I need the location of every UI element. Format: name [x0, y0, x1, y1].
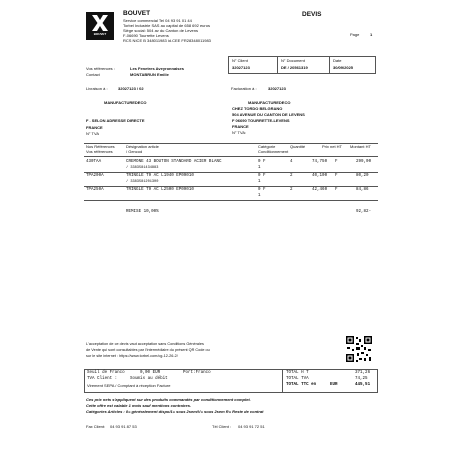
- document-number-label: N° Document: [281, 58, 305, 63]
- col-header-prix: Prix net HT: [322, 144, 343, 149]
- row-ref: 430TAA: [86, 160, 102, 164]
- tel-value: 04 93 91 72 51: [238, 424, 265, 429]
- row-category: 0 F: [258, 174, 266, 178]
- row-cond: 1: [258, 194, 261, 198]
- total-ttc-label: TOTAL TTC en: [286, 383, 317, 387]
- row-rule: [84, 172, 378, 173]
- discount-value: 92,82-: [356, 210, 372, 214]
- date-value: 30/09/2025: [333, 65, 354, 70]
- tva-client-label: TVA Client :: [87, 377, 118, 381]
- tel-label: Tél Client :: [212, 424, 232, 429]
- col-header-cond: Conditionnement: [258, 149, 289, 154]
- billing-line: CHEZ TORDO BELGRANO: [232, 106, 283, 111]
- your-refs-label: Vos références :: [86, 66, 115, 71]
- cgv-note-line: L'acceptation de ce devis vaut acceptation sans Conditions Générales: [86, 342, 204, 346]
- col-header-designation: Désignation article: [126, 144, 159, 149]
- contact-label: Contact: [86, 72, 100, 77]
- contact-value: MONTABRUN Emilie: [130, 72, 169, 77]
- document-type: DEVIS: [302, 11, 322, 18]
- franco-value: 0,00 EUR: [140, 371, 161, 375]
- col-header-designation2: / Gencod: [126, 149, 143, 154]
- document-number-value: DE / 20561319: [281, 65, 308, 70]
- your-refs-value: Les Fenetres Aveyronnaises: [130, 66, 184, 71]
- col-header-ref2: Vos références: [86, 149, 113, 154]
- delivery-name: MANUFACTUREDECO: [104, 100, 147, 105]
- totals-divider: [282, 369, 283, 393]
- company-line: Service commercial Tel 04 93 91 01 44: [123, 18, 192, 23]
- discount-label: REMISE 10,00%: [126, 210, 159, 214]
- col-header-montant: Montant HT: [350, 144, 371, 149]
- row-designation: CREMONE 43 BOUTON STANDARD ACIER BLANC: [126, 160, 222, 164]
- total-ht-value: 371,26: [355, 371, 371, 375]
- company-name: BOUVET: [123, 10, 151, 17]
- delivery-tva: N° TVA: [86, 131, 100, 136]
- delivery-label: Livraison à :: [86, 86, 108, 91]
- col-header-categorie: Catégorie: [258, 144, 276, 149]
- qr-code-icon: [345, 335, 373, 363]
- row-rule: [84, 186, 378, 187]
- row-ref: TPA250A: [86, 188, 104, 192]
- company-line: F-06690 Tourrette Levens: [123, 33, 169, 38]
- cgv-note-line: sur le site internet : https://www.torbel.com/cg-12-26-2/: [86, 354, 178, 358]
- row-rule: [84, 200, 378, 201]
- delivery-address: F . SELON ADRESSE DIRECTE: [86, 118, 145, 123]
- billing-line: 504 AVENUE DU CANTON DE LEVENS: [232, 112, 305, 117]
- row-price: 42,460: [312, 188, 328, 192]
- company-line: RCS NICE B 348011983 id.CEE FR28348011983: [123, 38, 211, 43]
- col-header-quantite: Quantité: [290, 144, 306, 149]
- row-category: 0 F: [258, 188, 266, 192]
- row-ref: TPA200A: [86, 174, 104, 178]
- fax-value: 04 93 91 87 53: [110, 424, 137, 429]
- row-designation: TRINGLE T9 AC L1940 EP09010: [126, 174, 194, 178]
- row-amount: 299,00: [356, 160, 372, 164]
- table-header-rule: [84, 156, 378, 157]
- total-ttc-value: 445,51: [355, 383, 371, 387]
- row-cond: 1: [258, 166, 261, 170]
- billing-country: FRANCE: [232, 124, 249, 129]
- row-unit: F: [335, 174, 338, 178]
- row-price: 74,750: [312, 160, 328, 164]
- delivery-country: FRANCE: [86, 125, 103, 130]
- row-gencod: / 3383581434883: [126, 166, 159, 170]
- total-ttc-currency: EUR: [330, 383, 338, 387]
- total-tva-label: TOTAL TVA: [286, 377, 309, 381]
- fax-label: Fax Client:: [86, 424, 106, 429]
- row-gencod: / 3383581201300: [126, 180, 159, 184]
- conditions-line: Ces prix nets s'appliquent sur des produits commandés par conditionnement complet.: [86, 397, 251, 402]
- payment-terms: Virement SEPA / Comptant à réception Facture: [87, 383, 171, 388]
- billing-tva: N° TVA:: [232, 130, 247, 135]
- row-unit: F: [335, 188, 338, 192]
- logo-text: BOUVET: [93, 32, 107, 36]
- total-tva-value: 74,25: [355, 377, 368, 381]
- row-quantity: 2: [290, 174, 293, 178]
- tva-client-value: Soumis au débit: [130, 377, 168, 381]
- row-amount: 80,20: [356, 174, 369, 178]
- row-category: 0 F: [258, 160, 266, 164]
- company-logo: [86, 12, 114, 40]
- company-line: Siège social: 504 av du Canton de Levens: [123, 28, 198, 33]
- client-number-box: [228, 56, 278, 74]
- row-amount: 84,86: [356, 188, 369, 192]
- company-line: Torbel Industrie SAS au capital de 658 692 euros: [123, 23, 210, 28]
- totals-box: [84, 369, 378, 393]
- row-quantity: 2: [290, 188, 293, 192]
- billing-label: Facturation à :: [231, 86, 257, 91]
- page-label: Page: [350, 32, 360, 37]
- date-box: [329, 56, 376, 74]
- franco-label: Seuil de Franco: [87, 371, 125, 375]
- conditions-line: Cette offre est valable 1 mois sauf mentions contraires.: [86, 403, 192, 408]
- row-price: 40,100: [312, 174, 328, 178]
- billing-code: 32027123: [268, 86, 286, 91]
- row-cond: 1: [258, 180, 261, 184]
- billing-name: MANUFACTUREDECO: [248, 100, 291, 105]
- row-designation: TRINGLE T9 AC L2500 EP09010: [126, 188, 194, 192]
- document-number-box: [277, 56, 330, 74]
- client-number-value: 32027123: [232, 65, 250, 70]
- cgv-note-line: de Vente qui sont consultables par l'intermédiaire du présent QR Code ou: [86, 348, 210, 352]
- row-quantity: 4: [290, 160, 293, 164]
- logo-mark-icon: [86, 12, 114, 34]
- col-header-ref: Nos Références: [86, 144, 115, 149]
- date-label: Date: [333, 58, 342, 63]
- port-kind: Port:Franco: [183, 371, 211, 375]
- billing-line: F 06690 TOURRETTE-LEVENS: [232, 118, 290, 123]
- row-unit: F: [335, 160, 338, 164]
- total-ht-label: TOTAL H T: [286, 371, 309, 375]
- page-number: 1: [370, 32, 373, 37]
- delivery-code: 32027123 / 02: [118, 86, 144, 91]
- conditions-line: Catégories Articles : 0= généralement dispo/1= sous 2sem/V= sous 2sem R= Reste de contrat: [86, 409, 264, 414]
- client-number-label: N° Client: [232, 58, 248, 63]
